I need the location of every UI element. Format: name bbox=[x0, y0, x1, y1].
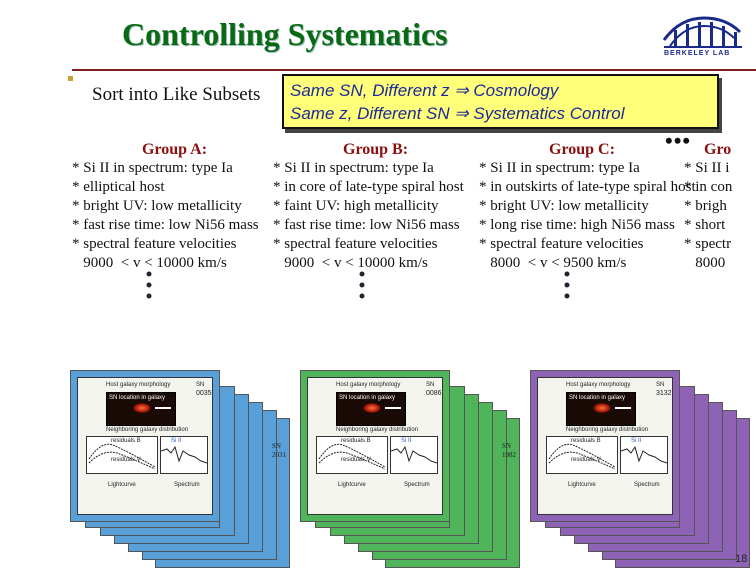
group-line: * bright UV: low metallicity bbox=[72, 198, 242, 214]
sn-number: 3132 bbox=[656, 390, 672, 397]
berkeley-lab-logo bbox=[660, 10, 746, 66]
si-label: Si II bbox=[171, 438, 182, 444]
sn-stack-c bbox=[530, 370, 756, 570]
group-b bbox=[273, 140, 464, 273]
residuals-b-label: residuals B bbox=[111, 438, 141, 444]
lightcurve-label: Lightcurve bbox=[568, 482, 596, 488]
group-line: * fast rise time: low Ni56 mass bbox=[72, 217, 259, 233]
group-line: * elliptical host bbox=[72, 179, 165, 195]
neighbor-label: Neighboring galaxy distribution bbox=[106, 427, 189, 433]
group-line: * brigh bbox=[684, 198, 727, 214]
spectrum-label: Spectrum bbox=[634, 482, 660, 488]
sn-card-front bbox=[70, 370, 220, 522]
sn-stack-b bbox=[300, 370, 540, 570]
galaxy-image bbox=[106, 392, 176, 426]
si-label: Si II bbox=[631, 438, 642, 444]
spectrum-label: Spectrum bbox=[404, 482, 430, 488]
callout-line-2: Same z, Different SN ⇒ Systematics Control bbox=[290, 104, 625, 123]
neighbor-label: Neighboring galaxy distribution bbox=[566, 427, 649, 433]
bullet-mark bbox=[68, 76, 73, 81]
host-label: Host galaxy morphology bbox=[106, 382, 171, 388]
host-label: Host galaxy morphology bbox=[336, 382, 401, 388]
group-line: * Si II in spectrum: type Ia bbox=[273, 160, 434, 176]
group-line: * short bbox=[684, 217, 726, 233]
si-label: Si II bbox=[401, 438, 412, 444]
sn-label: SN bbox=[196, 382, 205, 388]
group-c bbox=[479, 140, 696, 273]
group-line: 8000 < v < 9500 km/s bbox=[479, 255, 627, 271]
host-label: Host galaxy morphology bbox=[566, 382, 631, 388]
sn-location-label: SN location in galaxy bbox=[569, 395, 626, 401]
galaxy-image bbox=[336, 392, 406, 426]
group-line: * spectral feature velocities bbox=[72, 236, 237, 252]
group-line: * in con bbox=[684, 179, 733, 195]
group-line: * Si II in spectrum: type Ia bbox=[72, 160, 233, 176]
spectrum-plot bbox=[390, 436, 438, 474]
ellipsis-dots: ••• bbox=[665, 128, 692, 153]
spectrum-plot bbox=[160, 436, 208, 474]
sn-label: SN bbox=[426, 382, 435, 388]
page-number: 18 bbox=[735, 553, 748, 565]
group-heading: Gro bbox=[704, 141, 732, 158]
group-line: * Si II i bbox=[684, 160, 730, 176]
sort-label: Sort into Like Subsets bbox=[92, 84, 261, 105]
group-line: * in outskirts of late-type spiral host bbox=[479, 179, 696, 195]
group-a bbox=[72, 140, 259, 273]
lightcurve-label: Lightcurve bbox=[338, 482, 366, 488]
group-d bbox=[684, 140, 756, 273]
sn-card-front bbox=[530, 370, 680, 522]
card-panel bbox=[307, 377, 443, 515]
sn-card-front bbox=[300, 370, 450, 522]
card-panel bbox=[537, 377, 673, 515]
back-sn-number: 1982 bbox=[502, 451, 516, 459]
logo-text: BERKELEY LAB bbox=[664, 50, 731, 57]
group-line: * spectr bbox=[684, 236, 732, 252]
spectrum-plot bbox=[620, 436, 668, 474]
sn-stack-a bbox=[70, 370, 310, 570]
card-panel bbox=[77, 377, 213, 515]
lightcurve-plot bbox=[546, 436, 618, 474]
sn-number: 0086 bbox=[426, 390, 442, 397]
group-line: 9000 < v < 10000 km/s bbox=[72, 255, 227, 271]
group-line: * long rise time: high Ni56 mass bbox=[479, 217, 675, 233]
back-sn-label: SN bbox=[502, 442, 511, 450]
spectrum-label: Spectrum bbox=[174, 482, 200, 488]
group-line: * spectral feature velocities bbox=[273, 236, 438, 252]
sn-location-label: SN location in galaxy bbox=[109, 395, 166, 401]
vertical-dots bbox=[145, 270, 153, 302]
group-line: * in core of late-type spiral host bbox=[273, 179, 464, 195]
group-line: 9000 < v < 10000 km/s bbox=[273, 255, 428, 271]
callout-box bbox=[282, 74, 719, 129]
lightcurve-label: Lightcurve bbox=[108, 482, 136, 488]
lightcurve-plot bbox=[316, 436, 388, 474]
group-heading: Group A: bbox=[142, 141, 208, 158]
group-line: * Si II in spectrum: type Ia bbox=[479, 160, 640, 176]
slide-title: Controlling Systematics bbox=[122, 16, 448, 52]
residuals-v-label: residuals V bbox=[111, 457, 141, 463]
back-sn-label: SN bbox=[272, 442, 281, 450]
vertical-dots bbox=[563, 270, 571, 302]
vertical-dots bbox=[358, 270, 366, 302]
residuals-v-label: residuals V bbox=[571, 457, 601, 463]
title-divider bbox=[72, 69, 756, 71]
neighbor-label: Neighboring galaxy distribution bbox=[336, 427, 419, 433]
back-sn-number: 2031 bbox=[272, 451, 286, 459]
group-line: * spectral feature velocities bbox=[479, 236, 644, 252]
group-line: * fast rise time: low Ni56 mass bbox=[273, 217, 460, 233]
group-line: * faint UV: high metallicity bbox=[273, 198, 439, 214]
residuals-b-label: residuals B bbox=[571, 438, 601, 444]
group-line: * bright UV: low metallicity bbox=[479, 198, 649, 214]
group-heading: Group C: bbox=[549, 141, 615, 158]
sn-number: 0035 bbox=[196, 390, 212, 397]
callout-line-1: Same SN, Different z ⇒ Cosmology bbox=[290, 81, 559, 100]
sn-location-label: SN location in galaxy bbox=[339, 395, 396, 401]
galaxy-image bbox=[566, 392, 636, 426]
sn-label: SN bbox=[656, 382, 665, 388]
lightcurve-plot bbox=[86, 436, 158, 474]
residuals-v-label: residuals V bbox=[341, 457, 371, 463]
group-heading: Group B: bbox=[343, 141, 409, 158]
group-line: 8000 bbox=[684, 255, 726, 271]
residuals-b-label: residuals B bbox=[341, 438, 371, 444]
